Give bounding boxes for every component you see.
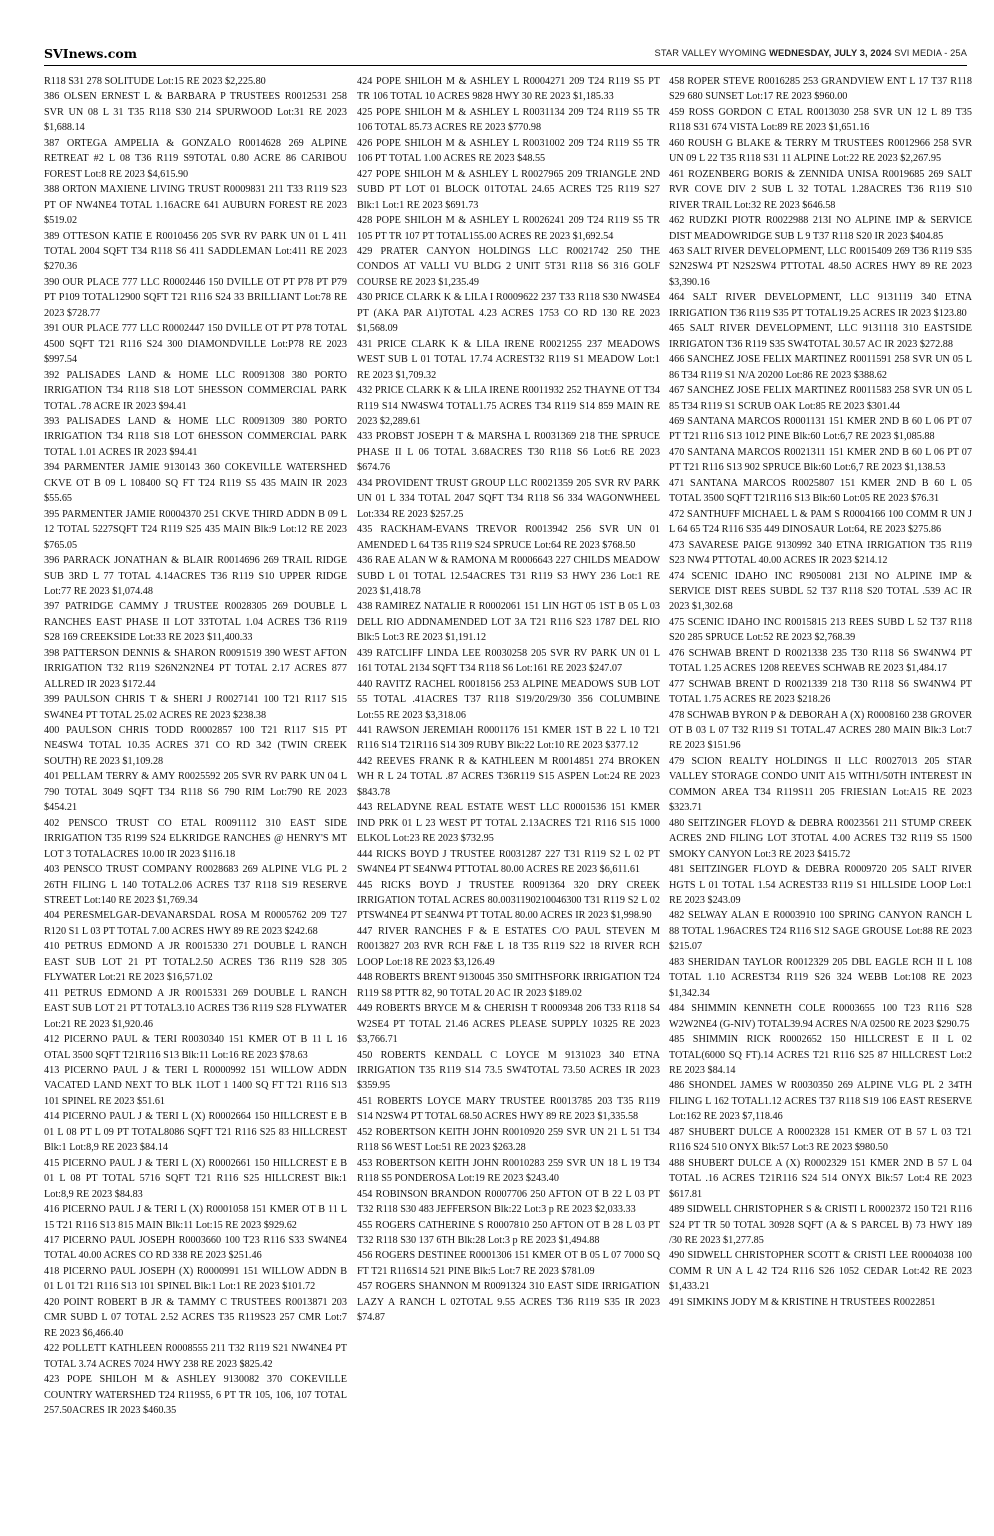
tax-listing-entry: 430 PRICE CLARK K & LILA I R0009622 237 T33 R118 S30 NW4SE4 PT (AKA PAR A1)TOTAL 4.23 ACRES 1753 CO RD 130 RE 2023 $1,568.09 — [357, 292, 660, 335]
tax-listing-entry: 454 ROBINSON BRANDON R0007706 250 AFTON OT B 22 L 03 PT T32 R118 S30 483 JEFFERSON Blk:22 Lot:3 p RE 2023 $2,033.33 — [357, 1188, 660, 1216]
tax-listing-entry: 412 PICERNO PAUL & TERI R0030340 151 KMER OT B 11 L 16 OTAL 3500 SQFT T21R116 S13 Blk:11 Lot:16 RE 2023 $78.63 — [44, 1034, 347, 1061]
tax-listing-entry: 479 SCION REALTY HOLDINGS II LLC R0027013 205 STAR VALLEY STORAGE CONDO UNIT A15 WITH1/50TH INTEREST IN COMMON AREA T34 R119S11 205 FRIESIAN Lot:A15 RE 2023 $323.71 — [669, 755, 972, 814]
tax-listing-entry: 451 ROBERTS LOYCE MARY TRUSTEE R0013785 203 T35 R119 S14 N2SW4 PT TOTAL 68.50 ACRES HWY 89 RE 2023 $1,335.58 — [357, 1095, 660, 1123]
tax-listing-entry: 418 PICERNO PAUL JOSEPH (X) R0000991 151 WILLOW ADDN B 01 L 01 T21 R116 S13 101 SPINEL Blk:1 Lot:1 RE 2023 $101.72 — [44, 1265, 347, 1293]
tax-listing-entry: 475 SCENIC IDAHO INC R0015815 213 REES SUBD L 52 T37 R118 S20 285 SPRUCE Lot:52 RE 2023 $2,768.39 — [669, 616, 972, 644]
tax-listing-entry: 470 SANTANA MARCOS R0021311 151 KMER 2ND B 60 L 06 PT 07 PT T21 R116 S13 902 SPRUCE Blk:60 Lot:6,7 RE 2023 $1,138.53 — [669, 446, 972, 474]
tax-listing-entry: 471 SANTANA MARCOS R0025807 151 KMER 2ND B 60 L 05 TOTAL 3500 SQFT T21R116 S13 Blk:60 Lot:05 RE 2023 $76.31 — [669, 477, 972, 505]
tax-listing-entry: 478 SCHWAB BYRON P & DEBORAH A (X) R0008160 238 GROVER OT B 03 L 07 T32 R119 S1 TOTAL.47 ACRES 280 MAIN Blk:3 Lot:7 RE 2023 $151.96 — [669, 709, 972, 752]
tax-listing-entry: 480 SEITZINGER FLOYD & DEBRA R0023561 211 STUMP CREEK ACRES 2ND FILING LOT 3TOTAL 4.00 ACRES T32 R119 S5 1500 SMOKY CANYON Lot:3 RE 2023 $415.72 — [669, 817, 972, 860]
publication-name: STAR VALLEY WYOMING — [654, 48, 767, 58]
tax-listing-entry: 463 SALT RIVER DEVELOPMENT, LLC R0015409 269 T36 R119 S35 S2N2SW4 PT N2S2SW4 PTTOTAL 48.50 ACRES HWY 89 RE 2023 $3,390.16 — [669, 245, 972, 288]
tax-listing-entry: 450 ROBERTS KENDALL C LOYCE M 9131023 340 ETNA IRRIGATION T35 R119 S14 73.5 SW4TOTAL 73.50 ACRES IR 2023 $359.95 — [357, 1049, 660, 1092]
tax-listing-entry: 429 PRATER CANYON HOLDINGS LLC R0021742 250 THE CONDOS AT VALLI VU BLDG 2 UNIT 5T31 R118 S6 316 GOLF COURSE RE 2023 $1,235.49 — [357, 245, 660, 288]
tax-listing-entry: 400 PAULSON CHRIS TODD R0002857 100 T21 R117 S15 PT NE4SW4 TOTAL 10.35 ACRES 371 CO RD 342 (TWIN CREEK SOUTH) RE 2023 $1,109.28 — [44, 725, 347, 767]
tax-listing-entry: 472 SANTHUFF MICHAEL L & PAM S R0004166 100 COMM R UN J L 64 65 T24 R116 S35 449 DINOSAUR Lot:64, RE 2023 $275.86 — [669, 508, 972, 536]
tax-listing-entry: 417 PICERNO PAUL JOSEPH R0003660 100 T23 R116 S33 SW4NE4 TOTAL 40.00 ACRES CO RD 338 RE 2023 $251.46 — [44, 1234, 347, 1262]
tax-listing-entry: 484 SHIMMIN KENNETH COLE R0003655 100 T23 R116 S28 W2W2NE4 (G-NIV) TOTAL39.94 ACRES N/A 02500 RE 2023 $290.75 — [669, 1003, 972, 1030]
tax-listing-entry: 390 OUR PLACE 777 LLC R0002446 150 DVILLE OT PT P78 PT P79 PT P109 TOTAL12900 SQFT T21 R116 S24 33 BRILLIANT Lot:78 RE 2023 $728.77 — [44, 276, 347, 319]
tax-listing-entry: 485 SHIMMIN RICK R0002652 150 HILLCREST E II L 02 TOTAL(6000 SQ FT).14 ACRES T21 R116 S25 87 HILLCREST Lot:2 RE 2023 $84.14 — [669, 1034, 972, 1076]
tax-listing-entry: 461 ROZENBERG BORIS & ZENNIDA UNISA R0019685 269 SALT RVR COVE DIV 2 SUB L 32 TOTAL 1.28ACRES T36 R119 S10 RIVER TRAIL Lot:32 RE 2023 $646.58 — [669, 168, 972, 211]
tax-listing-entry: 490 SIDWELL CHRISTOPHER SCOTT & CRISTI LEE R0004038 100 COMM R UN A L 42 T24 R116 S26 1052 CEDAR Lot:42 RE 2023 $1,433.21 — [669, 1250, 972, 1293]
tax-listing-entry: 435 RACKHAM-EVANS TREVOR R0013942 256 SVR UN 01 AMENDED L 64 T35 R119 S24 SPRUCE Lot:64 RE 2023 $768.50 — [357, 524, 660, 551]
tax-listing-entry: 391 OUR PLACE 777 LLC R0002447 150 DVILLE OT PT P78 TOTAL 4500 SQFT T21 R116 S24 300 DIAMONDVILLE Lot:P78 RE 2023 $997.54 — [44, 323, 347, 366]
tax-listing-entry: 474 SCENIC IDAHO INC R9050081 213I NO ALPINE IMP & SERVICE DIST REES SUBDL 52 T37 R118 S20 TOTAL .539 AC IR 2023 $1,302.68 — [669, 570, 972, 613]
tax-listing-entry: 392 PALISADES LAND & HOME LLC R0091308 380 PORTO IRRIGATION T34 R118 S18 LOT 5HESSON COMMERCIAL PARK TOTAL .78 ACRE IR 2023 $94.41 — [44, 369, 347, 412]
header-rule — [44, 65, 967, 66]
tax-listing-entry: 422 POLLETT KATHLEEN R0008555 211 T32 R119 S21 NW4NE4 PT TOTAL 3.74 ACRES 7024 HWY 238 RE 2023 $825.42 — [44, 1343, 347, 1370]
tax-listing-entry: 488 SHUBERT DULCE A (X) R0002329 151 KMER 2ND B 57 L 04 TOTAL .16 ACRES T21R116 S24 514 ONYX Blk:57 Lot:4 RE 2023 $617.81 — [669, 1157, 972, 1200]
tax-listing-entry: 427 POPE SHILOH M & ASHLEY L R0027965 209 TRIANGLE 2ND SUBD PT LOT 01 BLOCK 01TOTAL 24.65 ACRES T25 R119 S27 Blk:1 Lot:1 RE 2023 $691.73 — [357, 168, 660, 211]
tax-listing-entry: 481 SEITZINGER FLOYD & DEBRA R0009720 205 SALT RIVER HGTS L 01 TOTAL 1.54 ACREST33 R119 S1 HILLSIDE LOOP Lot:1 RE 2023 $243.09 — [669, 864, 972, 907]
tax-listing-entry: R118 S31 278 SOLITUDE Lot:15 RE 2023 $2,225.80 — [44, 76, 266, 87]
tax-listing-entry: 388 ORTON MAXIENE LIVING TRUST R0009831 211 T33 R119 S23 PT OF NW4NE4 TOTAL 1.16ACRE 641 AUBURN FOREST RE 2023 $519.02 — [44, 184, 347, 227]
tax-listing-entry: 469 SANTANA MARCOS R0001131 151 KMER 2ND B 60 L 06 PT 07 PT T21 R116 S13 1012 PINE Blk:60 Lot:6,7 RE 2023 $1,085.88 — [669, 415, 972, 443]
tax-listing-entry: 460 ROUSH G BLAKE & TERRY M TRUSTEES R0012966 258 SVR UN 09 L 22 T35 R118 S31 11 ALPINE Lot:22 RE 2023 $2,267.95 — [669, 137, 972, 165]
tax-listing-entry: 426 POPE SHILOH M & ASHLEY L R0031002 209 T24 R119 S5 TR 106 PT TOTAL 1.00 ACRES RE 2023 $48.55 — [357, 137, 660, 165]
tax-listing-entry: 457 ROGERS SHANNON M R0091324 310 EAST SIDE IRRIGATION LAZY A RANCH L 02TOTAL 9.55 ACRES T36 R119 S35 IR 2023 $74.87 — [357, 1281, 660, 1324]
tax-listing-entry: 487 SHUBERT DULCE A R0002328 151 KMER OT B 57 L 03 T21 R116 S24 510 ONYX Blk:57 Lot:3 RE 2023 $980.50 — [669, 1126, 972, 1154]
listing-column-3 — [669, 74, 972, 1310]
tax-listing-entry: 462 RUDZKI PIOTR R0022988 213I NO ALPINE IMP & SERVICE DIST MEADOWRIDGE SUB L 9 T37 R118 S20 IR 2023 $404.85 — [669, 215, 972, 242]
tax-listing-entry: 489 SIDWELL CHRISTOPHER S & CRISTI L R0002372 150 T21 R116 S24 PT TR 50 TOTAL 30928 SQFT (A & S PARCEL B) 73 HWY 189 /30 RE 2023 $1,277.85 — [669, 1204, 972, 1246]
tax-listing-entry: 414 PICERNO PAUL J & TERI L (X) R0002664 150 HILLCREST E B 01 L 08 PT L 09 PT TOTAL8086 SQFT T21 R116 S25 83 HILLCREST Blk:1 Lot:8,9 RE 2023 $84.14 — [44, 1111, 347, 1154]
tax-listing-entry: 397 PATRIDGE CAMMY J TRUSTEE R0028305 269 DOUBLE L RANCHES EAST PHASE II LOT 33TOTAL 1.04 ACRES T36 R119 S28 169 CREEKSIDE Lot:33 RE 2023 $11,400.33 — [44, 601, 347, 644]
tax-listing-entry: 401 PELLAM TERRY & AMY R0025592 205 SVR RV PARK UN 04 L 790 TOTAL 3049 SQFT T34 R118 S6 790 RIM Lot:790 RE 2023 $454.21 — [44, 771, 347, 814]
listing-column-1 — [44, 74, 347, 1418]
tax-listing-entry: 428 POPE SHILOH M & ASHLEY L R0026241 209 T24 R119 S5 TR 105 PT TR 107 PT TOTAL155.00 ACRES RE 2023 $1,692.54 — [357, 215, 660, 242]
tax-listing-entry: 440 RAVITZ RACHEL R0018156 253 ALPINE MEADOWS SUB LOT 55 TOTAL .41ACRES T37 R118 S19/20/29/30 356 COLUMBINE Lot:55 RE 2023 $3,318.06 — [357, 678, 660, 721]
tax-listing-entry: 424 POPE SHILOH M & ASHLEY L R0004271 209 T24 R119 S5 PT TR 106 TOTAL 10 ACRES 9828 HWY 30 RE 2023 $1,185.33 — [357, 76, 660, 103]
tax-listing-entry: 432 PRICE CLARK K & LILA IRENE R0011932 252 THAYNE OT T34 R119 S14 NW4SW4 TOTAL1.75 ACRES T34 R119 S14 859 MAIN RE 2023 $2,289.61 — [357, 385, 660, 427]
tax-listing-entry: 403 PENSCO TRUST COMPANY R0028683 269 ALPINE VLG PL 2 26TH FILING L 140 TOTAL2.06 ACRES T37 R118 S19 RESERVE STREET Lot:140 RE 2023 $1,769.34 — [44, 864, 347, 907]
tax-listing-entry: 464 SALT RIVER DEVELOPMENT, LLC 9131119 340 ETNA IRRIGATION T36 R119 S35 PT TOTAL19.25 ACRES IR 2023 $123.80 — [669, 292, 972, 319]
tax-listing-entry: 433 PROBST JOSEPH T & MARSHA L R0031369 218 THE SPRUCE PHASE II L 06 TOTAL 3.68ACRES T30 R118 S6 Lot:6 RE 2023 $674.76 — [357, 431, 660, 474]
tax-listing-entry: 466 SANCHEZ JOSE FELIX MARTINEZ R0011591 258 SVR UN 05 L 86 T34 R119 S1 N/A 20200 Lot:86 RE 2023 $388.62 — [669, 354, 972, 381]
tax-listing-entry: 447 RIVER RANCHES F & E ESTATES C/O PAUL STEVEN M R0013827 203 RVR RCH F&E L 18 T35 R119 S22 18 RIVER RCH LOOP Lot:18 RE 2023 $3,126.49 — [357, 925, 660, 968]
tax-listing-entry: 458 ROPER STEVE R0016285 253 GRANDVIEW ENT L 17 T37 R118 S29 680 SUNSET Lot:17 RE 2023 $960.00 — [669, 76, 972, 103]
listing-column-2 — [357, 74, 660, 1326]
tax-listing-entry: 449 ROBERTS BRYCE M & CHERISH T R0009348 206 T33 R118 S4 W2SE4 PT TOTAL 21.46 ACRES PLEASE SUPPLY 10325 RE 2023 $3,766.71 — [357, 1003, 660, 1046]
tax-listing-entry: 399 PAULSON CHRIS T & SHERI J R0027141 100 T21 R117 S15 SW4NE4 PT TOTAL 25.02 ACRES RE 2023 $238.38 — [44, 694, 347, 721]
tax-listing-entry: 491 SIMKINS JODY M & KRISTINE H TRUSTEES R0022851 — [669, 1296, 936, 1308]
tax-listing-entry: 441 RAWSON JEREMIAH R0001176 151 KMER 1ST B 22 L 10 T21 R116 S14 T21R116 S14 309 RUBY Blk:22 Lot:10 RE 2023 $377.12 — [357, 725, 660, 752]
tax-listing-entry: 483 SHERIDAN TAYLOR R0012329 205 DBL EAGLE RCH II L 108 TOTAL 1.10 ACREST34 R119 S26 324 WEBB Lot:108 RE 2023 $1,342.34 — [669, 956, 972, 999]
tax-listing-entry: 455 ROGERS CATHERINE S R0007810 250 AFTON OT B 28 L 03 PT T32 R118 S30 137 6TH Blk:28 Lot:3 p RE 2023 $1,494.88 — [357, 1219, 660, 1246]
tax-listing-entry: 396 PARRACK JONATHAN & BLAIR R0014696 269 TRAIL RIDGE SUB 3RD L 77 TOTAL 4.14ACRES T36 R119 S10 UPPER RIDGE Lot:77 RE 2023 $1,074.48 — [44, 555, 347, 597]
tax-listing-entry: 486 SHONDEL JAMES W R0030350 269 ALPINE VLG PL 2 34TH FILING L 162 TOTAL1.12 ACRES T37 R118 S19 106 EAST RESERVE Lot:162 RE 2023 $7,118.46 — [669, 1080, 972, 1123]
masthead — [44, 46, 967, 60]
tax-listing-entry: 453 ROBERTSON KEITH JOHN R0010283 259 SVR UN 18 L 19 T34 R118 S5 PONDEROSA Lot:19 RE 2023 $243.40 — [357, 1157, 660, 1185]
tax-listing-entry: 459 ROSS GORDON C ETAL R0013030 258 SVR UN 12 L 89 T35 R118 S31 674 VISTA Lot:89 RE 2023 $1,651.16 — [669, 106, 972, 134]
tax-listing-entry: 434 PROVIDENT TRUST GROUP LLC R0021359 205 SVR RV PARK UN 01 L 334 TOTAL 2047 SQFT T34 R118 S6 334 WAGONWHEEL Lot:334 RE 2023 $257.25 — [357, 477, 660, 520]
tax-listing-entry: 442 REEVES FRANK R & KATHLEEN M R0014851 274 BROKEN WH R L 24 TOTAL .87 ACRES T36R119 S15 ASPEN Lot:24 RE 2023 $843.78 — [357, 755, 660, 798]
tax-listing-entry: 456 ROGERS DESTINEE R0001306 151 KMER OT B 05 L 07 7000 SQ FT T21 R116S14 521 PINE Blk:5 Lot:7 RE 2023 $781.09 — [357, 1250, 660, 1277]
tax-listing-entry: 404 PERESMELGAR-DEVANARSDAL ROSA M R0005762 209 T27 R120 S1 L 03 PT TOTAL 7.00 ACRES HWY 89 RE 2023 $242.68 — [44, 910, 347, 937]
tax-listing-entry: 476 SCHWAB BRENT D R0021338 235 T30 R118 S6 SW4NW4 PT TOTAL 1.25 ACRES 1208 REEVES SCHWAB RE 2023 $1,484.17 — [669, 647, 972, 675]
tax-listing-entry: 452 ROBERTSON KEITH JOHN R0010920 259 SVR UN 21 L 51 T34 R118 S6 WEST Lot:51 RE 2023 $263.28 — [357, 1126, 660, 1154]
tax-listing-entry: 477 SCHWAB BRENT D R0021339 218 T30 R118 S6 SW4NW4 PT TOTAL 1.75 ACRES RE 2023 $218.26 — [669, 678, 972, 706]
tax-listing-entry: 443 RELADYNE REAL ESTATE WEST LLC R0001536 151 KMER IND PRK 01 L 23 WEST PT TOTAL 2.13ACRES T21 R116 S15 1000 ELKOL Lot:23 RE 2023 $732.95 — [357, 802, 660, 845]
tax-listing-entry: 439 RATCLIFF LINDA LEE R0030258 205 SVR RV PARK UN 01 L 161 TOTAL 2134 SQFT T34 R118 S6 Lot:161 RE 2023 $247.07 — [357, 647, 660, 675]
issue-line — [655, 48, 967, 58]
tax-listing-entry: 465 SALT RIVER DEVELOPMENT, LLC 9131118 310 EASTSIDE IRRIGATON T36 R119 S35 SW4TOTAL 30.57 AC IR 2023 $272.88 — [669, 323, 972, 350]
tax-listing-entry: 482 SELWAY ALAN E R0003910 100 SPRING CANYON RANCH L 88 TOTAL 1.96ACRES T24 R116 S12 SAGE GROUSE Lot:88 RE 2023 $215.07 — [669, 910, 972, 953]
tax-listing-entry: 394 PARMENTER JAMIE 9130143 360 COKEVILLE WATERSHED CKVE OT B 09 L 108400 SQ FT T24 R119 S5 435 MAIN IR 2023 $55.65 — [44, 462, 347, 505]
tax-listing-entry: 416 PICERNO PAUL J & TERI L (X) R0001058 151 KMER OT B 11 L 15 T21 R116 S13 815 MAIN Blk:11 Lot:15 RE 2023 $929.62 — [44, 1204, 347, 1231]
tax-listing-entry: 411 PETRUS EDMOND A JR R0015331 269 DOUBLE L RANCH EAST SUB LOT 21 PT TOTAL3.10 ACRES T36 R119 S28 FLYWATER Lot:21 RE 2023 $1,920.46 — [44, 987, 347, 1030]
tax-listing-entry: 410 PETRUS EDMOND A JR R0015330 271 DOUBLE L RANCH EAST SUB LOT 21 PT TOTAL2.50 ACRES T36 R119 S28 305 FLYWATER Lot:21 RE 2023 $16,571.02 — [44, 941, 347, 984]
tax-listing-entry: 402 PENSCO TRUST CO ETAL R0091112 310 EAST SIDE IRRIGATION T35 R199 S24 ELKRIDGE RANCHES @ HENRY'S MT LOT 3 TOTALACRES 10.00 IR 2023 $116.18 — [44, 817, 347, 860]
site-name: SVInews.com — [44, 46, 137, 61]
tax-listing-entry: 425 POPE SHILOH M & ASHLEY L R0031134 209 T24 R119 S5 TR 106 TOTAL 85.73 ACRES RE 2023 $770.98 — [357, 106, 660, 134]
tax-listing-entry: 438 RAMIREZ NATALIE R R0002061 151 LIN HGT 05 1ST B 05 L 03 DELL RIO ADDNAMENDED LOT 3A T21 R116 S23 1787 DEL RIO Blk:5 Lot:3 RE 2023 $1,191.12 — [357, 601, 660, 644]
tax-listing-entry: 420 POINT ROBERT B JR & TAMMY C TRUSTEES R0013871 203 CMR SUBD L 07 TOTAL 2.52 ACRES T35 R119S23 257 CMR Lot:7 RE 2023 $6,466.40 — [44, 1296, 347, 1339]
tax-listing-entry: 393 PALISADES LAND & HOME LLC R0091309 380 PORTO IRRIGATION T34 R118 S18 LOT 6HESSON COMMERCIAL PARK TOTAL 1.01 ACRES IR 2023 $94.41 — [44, 415, 347, 458]
tax-listing-entry: 436 RAE ALAN W & RAMONA M R0006643 227 CHILDS MEADOW SUBD L 01 TOTAL 12.54ACRES T31 R119 S3 HWY 236 Lot:1 RE 2023 $1,418.78 — [357, 555, 660, 597]
tax-listing-entry: 398 PATTERSON DENNIS & SHARON R0091519 390 WEST AFTON IRRIGATION T32 R119 S26N2N2NE4 PT TOTAL 2.17 ACRES 877 ALLRED IR 2023 $172.44 — [44, 647, 347, 690]
issue-date: WEDNESDAY, JULY 3, 2024 — [769, 48, 892, 58]
tax-listing-entry: 415 PICERNO PAUL J & TERI L (X) R0002661 150 HILLCREST E B 01 L 08 PT TOTAL 5716 SQFT T21 R116 S25 HILLCREST Blk:1 Lot:8,9 RE 2023 $84.83 — [44, 1157, 347, 1200]
tax-listing-entry: 387 ORTEGA AMPELIA & GONZALO R0014628 269 ALPINE RETREAT #2 L 08 T36 R119 S9TOTAL 0.80 ACRE 86 CARIBOU FOREST Lot:8 RE 2023 $4,615.90 — [44, 137, 347, 180]
tax-listing-entry: 389 OTTESON KATIE E R0010456 205 SVR RV PARK UN 01 L 411 TOTAL 2004 SQFT T34 R118 S6 411 SADDLEMAN Lot:411 RE 2023 $270.36 — [44, 230, 347, 273]
section-label: SVI MEDIA - 25A — [894, 48, 967, 58]
tax-listing-entry: 448 ROBERTS BRENT 9130045 350 SMITHSFORK IRRIGATION T24 R119 S8 PTTR 82, 90 TOTAL 20 AC IR 2023 $189.02 — [357, 972, 660, 999]
tax-listing-entry: 423 POPE SHILOH M & ASHLEY 9130082 370 COKEVILLE COUNTRY WATERSHED T24 R119S5, 6 PT TR 105, 106, 107 TOTAL 257.50ACRES IR 2023 $460.35 — [44, 1374, 347, 1416]
tax-listing-entry: 473 SAVARESE PAIGE 9130992 340 ETNA IRRIGATION T35 R119 S23 NW4 PTTOTAL 40.00 ACRES IR 2023 $214.12 — [669, 539, 972, 567]
tax-listing-entry: 395 PARMENTER JAMIE R0004370 251 CKVE THIRD ADDN B 09 L 12 TOTAL 5227SQFT T24 R119 S25 435 MAIN Blk:9 Lot:12 RE 2023 $765.05 — [44, 508, 347, 551]
tax-listing-entry: 444 RICKS BOYD J TRUSTEE R0031287 227 T31 R119 S2 L 02 PT SW4NE4 PT SE4NW4 PTTOTAL 80.00 ACRES RE 2023 $6,611.61 — [357, 848, 660, 876]
tax-listing-entry: 445 RICKS BOYD J TRUSTEE R0091364 320 DRY CREEK IRRIGATION TOTAL ACRES 80.0031190210046300 T31 R119 S2 L 02 PTSW4NE4 PT SE4NW4 PT TOTAL 80.00 ACRES IR 2023 $1,998.90 — [357, 879, 660, 922]
tax-listing-entry: 413 PICERNO PAUL J & TERI L R0000992 151 WILLOW ADDN VACATED LAND NEXT TO BLK 1LOT 1 1400 SQ FT T21 R116 S13 101 SPINEL RE 2023 $51.61 — [44, 1065, 347, 1107]
tax-listing-entry: 431 PRICE CLARK K & LILA IRENE R0021255 237 MEADOWS WEST SUB L 01 TOTAL 17.74 ACREST32 R119 S1 MEADOW Lot:1 RE 2023 $1,709.32 — [357, 338, 660, 381]
tax-listing-entry: 386 OLSEN ERNEST L & BARBARA P TRUSTEES R0012531 258 SVR UN 08 L 31 T35 R118 S30 214 SPURWOOD Lot:31 RE 2023 $1,688.14 — [44, 91, 347, 134]
tax-listing-entry: 467 SANCHEZ JOSE FELIX MARTINEZ R0011583 258 SVR UN 05 L 85 T34 R119 S1 SCRUB OAK Lot:85 RE 2023 $301.44 — [669, 385, 972, 412]
